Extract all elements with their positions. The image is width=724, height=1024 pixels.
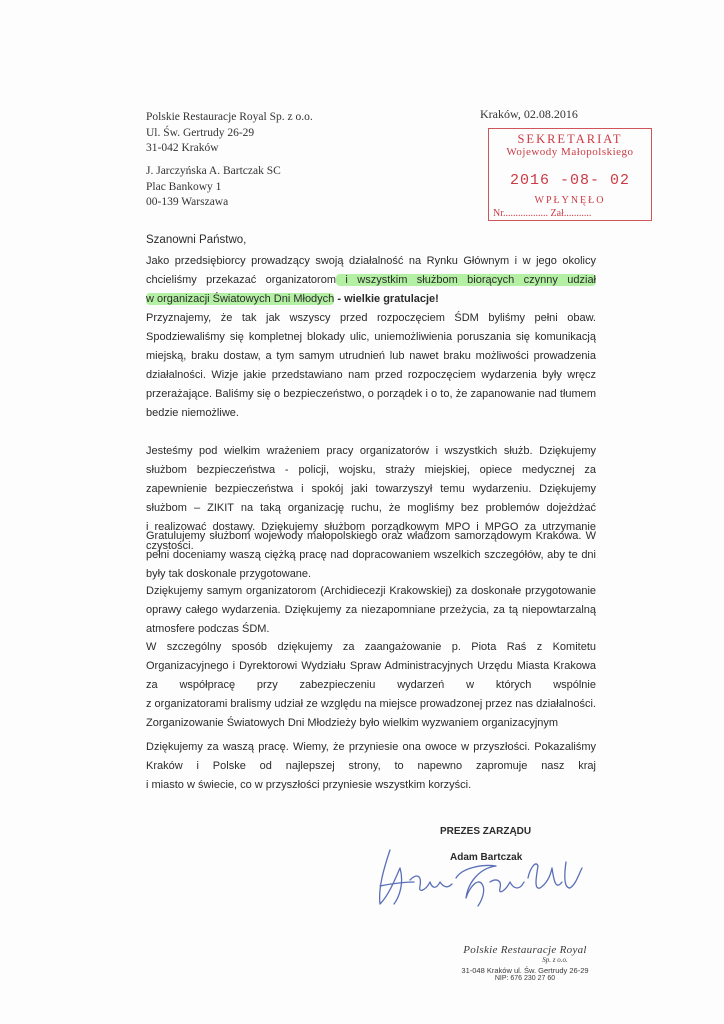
recipient-line: Plac Bankowy 1: [146, 180, 222, 193]
company-stamp-address: 31-048 Kraków ul. Św. Gertrudy 26-29: [461, 966, 589, 975]
paragraph-congratulations: [146, 252, 596, 309]
text-line: Zorganizowanie Światowych Dni Młodzieży było wielkim wyzwaniem organizacyjnym: [146, 717, 559, 729]
text-line: przerażające. Baliśmy się o bezpieczeństwo, o porządek i o to, że zapanowanie nad tłumem: [146, 388, 596, 400]
text-line: Dziękujemy samym organizatorom (Archidiecezji Krakowskiej) za doskonałe przygotowanie: [146, 585, 596, 597]
paragraph-closing: [146, 738, 596, 795]
text-line: Organizacyjnego i Dyrektorowi Wydziału Spraw Administracyjnych Urzędu Miasta Krakowa: [146, 660, 596, 672]
recipient-line: J. Jarczyńska A. Bartczak SC: [146, 165, 281, 177]
text-line: Spodziewaliśmy się kompletnej blokady ulic, uniemożliwienia poruszania się komunikacją: [146, 331, 596, 343]
paragraph-concerns: [146, 309, 596, 423]
text-line: bedzie niemożliwe.: [146, 407, 239, 419]
stamp-title: SEKRETARIAT: [517, 132, 623, 146]
company-stamp-form: Sp. z o.o.: [542, 956, 568, 964]
secretariat-stamp: [488, 128, 652, 221]
text-line: Dziękujemy za waszą pracę. Wiemy, że przyniesie ona owoce w przyszłości. Pokazaliśmy: [146, 741, 596, 753]
text-line: działalności. Wizje jakie przedstawiano nam przed rozpoczęciem wydarzenia były wręcz: [146, 369, 596, 381]
sender-line: Polskie Restauracje Royal Sp. z o.o.: [146, 111, 313, 123]
text-fragment: chcieliśmy przekazać organizatorom: [146, 274, 336, 286]
text-line: zapewnienie bezpieczeństwa i spokój jaki towarzyszył temu wydarzeniu. Dziękujemy: [146, 483, 596, 495]
text-line: oprawy całego wydarzenia. Dziękujemy za niezapomniane przeżycia, za tą niepowtarzalną: [146, 604, 596, 616]
text-line: [146, 271, 596, 290]
text-line: czystości.: [146, 540, 194, 552]
paragraph-governor: [146, 527, 596, 584]
company-stamp-nip: NIP: 676 230 27 60: [494, 975, 556, 982]
text-line: i miasto w świecie, co w przyszłości przyniesie wszystkim korzyści.: [146, 779, 472, 791]
signature-role: PREZES ZARZĄDU: [440, 826, 532, 837]
stamp-subtitle: Wojewody Małopolskiego: [506, 146, 634, 158]
sender-line: 31-042 Kraków: [146, 142, 219, 154]
text-line: W szczególny sposób dziękujemy za zaangażowanie p. Piota Raś z Komitetu: [146, 641, 596, 653]
greeting: Szanowni Państwo,: [146, 234, 247, 246]
text-line: miejską, braku dostaw, a tym samym utrudnień lub nawet braku możliwości prowadzenia: [146, 350, 596, 362]
recipient-line: 00-139 Warszawa: [146, 196, 229, 208]
text-line: służbom bezpieczeństwa - policji, wojsku, straży miejskiej, opiece medycznej za: [146, 464, 596, 476]
letter-date: Kraków, 02.08.2016: [480, 107, 578, 121]
company-stamp-name: Polskie Restauracje Royal: [463, 944, 587, 956]
text-line: Jako przedsiębiorcy prowadzący swoją działalność na Rynku Głównym i w jego okolicy: [146, 255, 596, 267]
text-line: atmosfere podczas ŚDM.: [146, 623, 270, 635]
text-line: [146, 290, 596, 309]
paragraph-organizers: [146, 582, 596, 639]
text-line: Przyznajemy, że tak jak wszyscy przed rozpoczęciem ŚDM byliśmy pełni obaw.: [146, 312, 596, 324]
text-line: Gratulujemy służbom wojewody małopolskiego oraz władzom samorządowym Krakowa. W: [146, 530, 596, 542]
text-line: pełni doceniamy waszą ciężką pracę nad dopracowaniem wszelkich szczegółów, aby te dni: [146, 549, 596, 561]
highlighted-text: w organizacji Światowych Dni Młodych: [146, 293, 335, 305]
text-line: i realizować dostawy. Dziękujemy służbom porządkowym MPO i MPGO za utrzymanie: [146, 521, 596, 533]
bold-text: - wielkie gratulacje!: [334, 293, 439, 305]
handwritten-signature: [370, 838, 600, 918]
recipient-address: [146, 164, 281, 211]
paragraph-special-thanks: [146, 638, 596, 733]
text-line: służbom – ZIKIT na taką organizację ruchu, że mogliśmy bez problemów dojeżdżać: [146, 502, 596, 514]
text-line: za współpracę przy zabezpieczeniu wydarzeń w których wspólnie: [146, 679, 596, 691]
sender-line: Ul. Św. Gertrudy 26-29: [146, 126, 255, 139]
sender-address: [146, 110, 313, 157]
stamp-date: 2016 -08- 02: [509, 172, 631, 189]
text-line: Kraków i Polske od najlepszej strony, to napewno zapromuje nasz kraj: [146, 760, 596, 772]
stamp-label: WPŁYNĘŁO: [534, 195, 606, 206]
text-line: z organizatorami bralismy udział ze względu na miejsce prowadzonej przez nas działalności.: [146, 698, 596, 710]
text-line: były tak doskonale przygotowane.: [146, 568, 312, 580]
stamp-ref: Nr.................. Zał...........: [493, 208, 592, 219]
text-line: Jesteśmy pod wielkim wrażeniem pracy organizatorów i wszystkich służb. Dziękujemy: [146, 445, 596, 457]
company-stamp: [440, 944, 610, 982]
signatory-name: Adam Bartczak: [450, 852, 523, 863]
highlighted-text: i wszystkim służbom biorących czynny udział: [336, 274, 596, 286]
